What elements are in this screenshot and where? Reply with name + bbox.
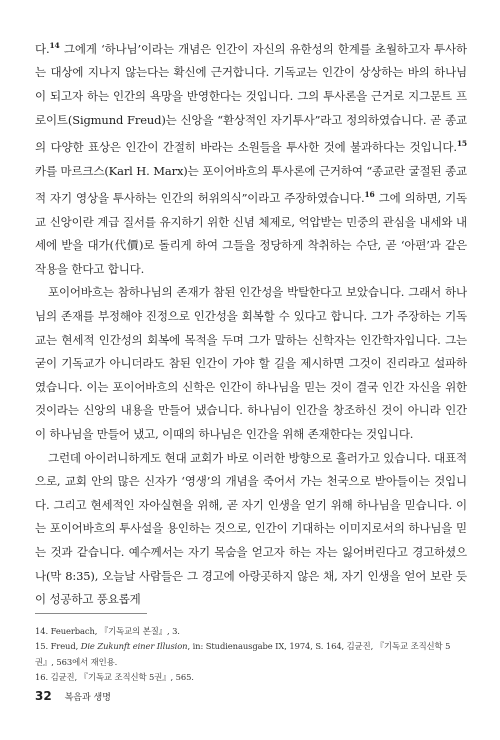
- footnote-text: 14. Feuerbach, 『기독교의 본질』, 3.: [35, 626, 180, 636]
- footnote-16: [35, 670, 467, 685]
- paragraph-text: 다.: [35, 41, 50, 56]
- footnote-text: 15. Freud,: [35, 641, 81, 652]
- footnote-book-title: Die Zukunft einer Illusion: [80, 641, 188, 652]
- paragraph-1: [35, 34, 467, 281]
- footnote-15: [35, 639, 467, 670]
- paragraph-3: 그런데 아이러니하게도 현대 교회가 바로 이러한 방향으로 흘러가고 있습니다. 대표적으로, 교회 안의 많은 신자가 ‘영생’의 개념을 죽어서 가는 천국으로 받아들이는 것입니다. 그리고 현세적인 자아실현을 위해, 곧 자기 인생을 얻기 위해 하나님을 믿습니다. 이는 포이어바흐의 투사설을 용인하는 것으로, 인간이 기대하는 이미지로서의 하나님을 믿는 것과 같습니다. 예수께서는 자기 목숨을 얻고자 하는 자는 잃어버린다고 경고하셨으나(막 8:35), 오늘날 사람들은 그 경고에 아랑곳하지 않은 채, 자기 인생을 얻어 보란 듯이 성공하고 풍요롭게: [35, 450, 467, 607]
- page-number: 32: [35, 689, 52, 703]
- footnote-text: , in: Studienausgabe IX, 1974, S. 164, 김균진, 『기독교 조직신학 5권』, 563에서 재인용.: [35, 641, 451, 667]
- footnote-divider: [35, 613, 147, 614]
- footnote-ref-14[interactable]: 14: [49, 41, 60, 50]
- paragraph-text: 그에게 ‘하나님’이라는 개념은 인간이 자신의 유한성의 한계를 초월하고자 투사하는 대상에 지나지 않는다는 확신에 근거합니다. 기독교는 인간이 상상하는 바의 하나님이 되고자 하는 인간의 욕망을 반영한다는 것입니다. 그의 투사론을 근거로 지그문트 프로이트(Sigmund Freud)는 신앙을 “환상적인 자기투사”라고 정의하였습니다. 곧 종교의 다양한 표상은 인간이 간절히 바라는 소원들을 투사한 것에 불과하다는 것입니다.: [35, 41, 467, 155]
- paragraph-text: 그에 의하면, 기독교 신앙이란 계급 질서를 유지하기 위한 신념 체제로, 억압받는 민중의 관심을 내세와 내세에 받을 대가(代價)로 돌리게 하여 그들을 정당하게 착취하는 수단, 곧 ‘아편’과 같은 작용을 한다고 합니다.: [35, 191, 467, 276]
- running-title: 복음과 생명: [64, 693, 111, 703]
- body-text: [35, 34, 467, 612]
- paragraph-2: 포이어바흐는 참하나님의 존재가 참된 인간성을 박탈한다고 보았습니다. 그래서 하나님의 존재를 부정해야 진정으로 인간성을 회복할 수 있다고 합니다. 그가 주장하는 기독교는 현세적 인간성의 회복에 목적을 두며 그가 말하는 신학자는 인간학자입니다. 그는 굳이 기독교가 아니더라도 참된 인간이 가야 할 길을 제시하면 그것이 진리라고 설파하였습니다. 이는 포이어바흐의 신학은 인간이 하나님을 믿는 것이 결국 인간 자신을 위한 것이라는 신앙의 내용을 만들어 냈습니다. 하나님이 인간을 창조하신 것이 아니라 인간이 하나님을 만들어 냈고, 이때의 하나님은 인간을 위해 존재한다는 것입니다.: [35, 285, 467, 441]
- page-footer: [35, 689, 111, 703]
- footnote-14: [35, 624, 467, 639]
- footnotes: [35, 624, 467, 685]
- paragraph-text: 카를 마르크스(Karl H. Marx)는 포이어바흐의 투사론에 근거하여 “종교란 굴절된 종교적 자기 영상을 투사하는 인간의 허위의식”이라고 주장하였습니다.: [35, 163, 467, 206]
- footnote-ref-15[interactable]: 15: [456, 139, 467, 149]
- footnote-text: 16. 김균진, 『기독교 조직신학 5권』, 565.: [35, 671, 194, 682]
- footnote-ref-16[interactable]: 16: [364, 190, 375, 200]
